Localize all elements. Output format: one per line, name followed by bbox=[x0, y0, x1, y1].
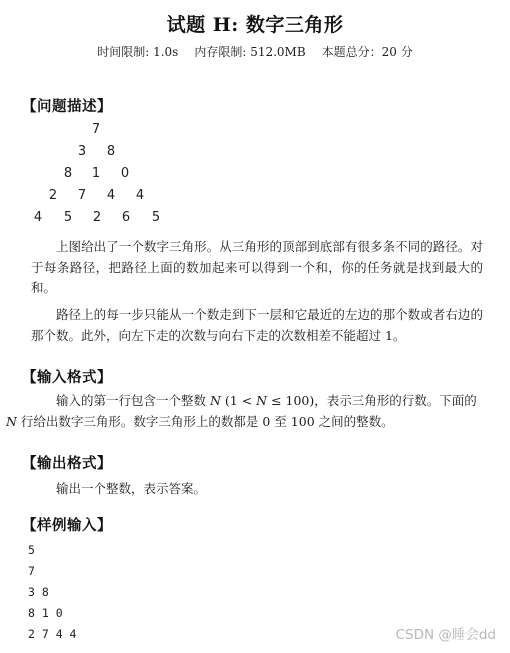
section-heading-problem: 【问题描述】 bbox=[22, 98, 112, 115]
triangle-number: 4 bbox=[106, 188, 116, 203]
triangle-number: 4 bbox=[135, 188, 145, 203]
triangle-number: 7 bbox=[91, 122, 101, 137]
section-heading-input: 【输入格式】 bbox=[22, 369, 112, 386]
variable-n: N bbox=[256, 393, 268, 408]
problem-meta bbox=[0, 43, 510, 60]
triangle-number: 5 bbox=[151, 210, 161, 225]
problem-paragraph-2: 路径上的每一步只能从一个数走到下一层和它最近的左边的那个数或者右边的那个数。此外，向左下走的次数与向右下走的次数相差不能超过 1。 bbox=[31, 307, 483, 343]
triangle-number: 2 bbox=[48, 188, 58, 203]
output-format-text: 输出一个整数，表示答案。 bbox=[56, 481, 207, 496]
triangle-number: 6 bbox=[121, 210, 131, 225]
triangle-number: 0 bbox=[120, 166, 130, 181]
triangle-number: 8 bbox=[63, 166, 73, 181]
problem-paragraph-1: 上图给出了一个数字三角形。从三角形的顶部到底部有很多条不同的路径。对于每条路径，把路径上面的数加起来可以得到一个和，你的任务就是找到最大的和。 bbox=[31, 239, 483, 295]
variable-n: N bbox=[209, 393, 221, 408]
triangle-number: 8 bbox=[106, 144, 116, 159]
input-format-text-a: 输入的第一行包含一个整数 bbox=[56, 393, 210, 408]
sample-input-line: 2 7 4 4 bbox=[28, 627, 77, 641]
triangle-number: 7 bbox=[77, 188, 87, 203]
triangle-number: 3 bbox=[77, 144, 87, 159]
section-heading-output: 【输出格式】 bbox=[22, 455, 112, 472]
sample-input-line: 5 bbox=[28, 543, 35, 557]
input-format-text-c: ≤ 100)，表示三角形的行数。下面的 bbox=[267, 393, 477, 408]
page-title: 试题 H: 数字三角形 bbox=[166, 14, 344, 36]
triangle-number: 1 bbox=[91, 166, 101, 181]
total-score: 本题总分：20 分 bbox=[321, 45, 413, 59]
input-format-text-b: (1 < bbox=[220, 393, 257, 408]
input-format-text bbox=[6, 391, 483, 432]
sample-input-line: 7 bbox=[28, 564, 35, 578]
time-limit: 时间限制: 1.0s bbox=[97, 45, 179, 59]
triangle-number: 2 bbox=[92, 210, 102, 225]
variable-n: N bbox=[6, 413, 17, 429]
sample-input-line: 8 1 0 bbox=[28, 606, 63, 620]
triangle-number: 5 bbox=[63, 210, 73, 225]
triangle-number: 4 bbox=[33, 210, 43, 225]
watermark: CSDN @睡会dd bbox=[395, 627, 496, 643]
sample-input-line: 3 8 bbox=[28, 585, 49, 599]
section-heading-sample-input: 【样例输入】 bbox=[22, 517, 112, 534]
input-format-text-d: 行给出数字三角形。数字三角形上的数都是 0 至 100 之间的整数。 bbox=[16, 413, 394, 429]
memory-limit: 内存限制: 512.0MB bbox=[194, 45, 306, 59]
